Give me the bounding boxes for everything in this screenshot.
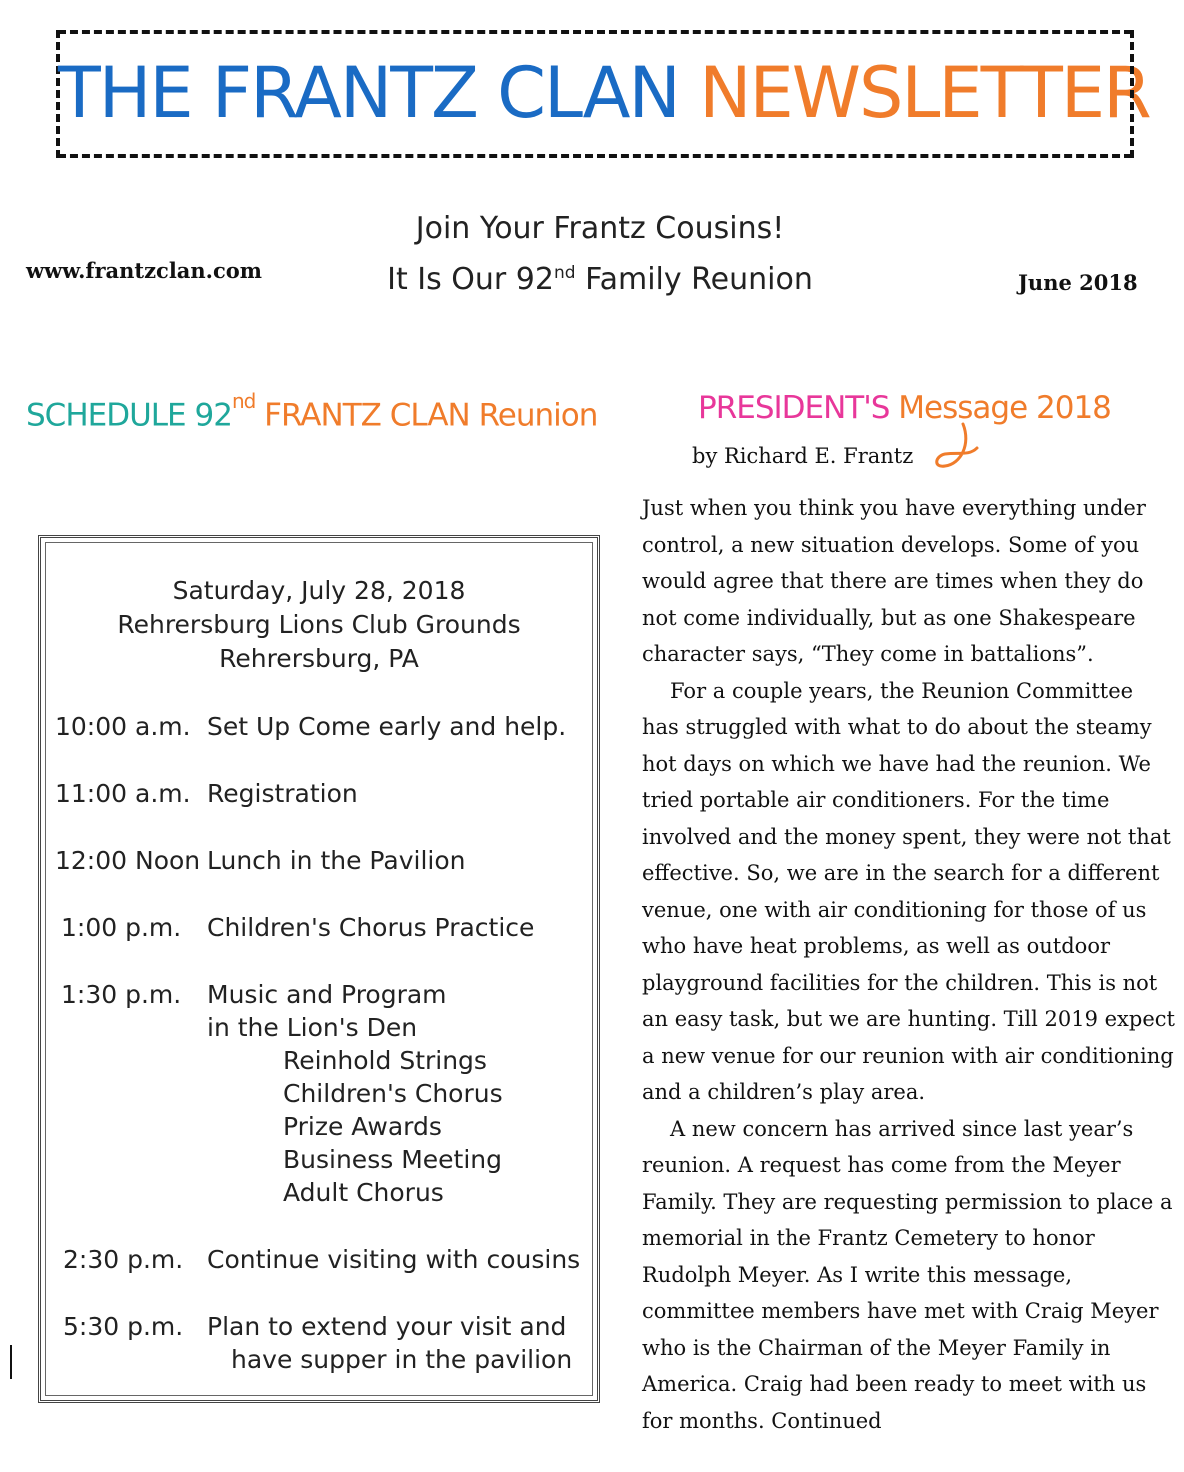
margin-line [10,1345,12,1379]
president-heading: PRESIDENT'S Message 2018 [698,390,1111,426]
program-item: Adult Chorus [283,1178,444,1207]
schedule-activity: Plan to extend your visit and [207,1312,567,1341]
title-part-1: THE FRANTZ CLAN [58,52,679,134]
website-url: www.frantzclan.com [26,258,262,283]
schedule-time: 1:30 p.m. [61,980,182,1009]
schedule-activity-block [207,1310,572,1376]
event-date: Saturday, July 28, 2018 [172,576,466,605]
program-item: Reinhold Strings [283,1046,487,1075]
schedule-box [38,535,600,1403]
schedule-activity-block [207,978,503,1209]
schedule-activity-cont: in the Lion's Den [207,1013,418,1042]
schedule-activity: Lunch in the Pavilion [207,846,466,875]
program-item: Prize Awards [283,1112,442,1141]
issue-date: June 2018 [1018,270,1138,295]
message-paragraph: Just when you think you have everything under control, a new situation develops. Some of you would agree that there are times when they do not come individually, but as one Shakespeare character says, “They come in battalions”. [642,496,1146,666]
program-item: Business Meeting [283,1145,502,1174]
schedule-time: 10:00 a.m. [55,712,191,741]
schedule-header [41,574,597,676]
byline: by Richard E. Frantz [692,444,914,468]
invite-line-1: Join Your Frantz Cousins! [415,211,785,246]
event-location: Rehrersburg, PA [219,644,419,673]
event-venue: Rehrersburg Lions Club Grounds [117,610,521,639]
title-part-2: NEWSLETTER [699,52,1150,134]
swirl-decoration [905,420,985,480]
schedule-time: 5:30 p.m. [63,1312,184,1341]
schedule-time: 2:30 p.m. [63,1245,184,1274]
schedule-activity: Set Up Come early and help. [207,712,567,741]
president-message [642,490,1176,1439]
schedule-heading: SCHEDULE 92nd FRANTZ CLAN Reunion [26,389,598,434]
schedule-activity: Music and Program [207,980,447,1009]
invite-line-2: It Is Our 92nd Family Reunion [387,262,813,297]
title-frame [58,30,1150,158]
newsletter-title [58,52,1150,134]
schedule-time: 1:00 p.m. [61,913,182,942]
program-item: Children's Chorus [283,1079,503,1108]
message-paragraph: A new concern has arrived since last year’s reunion. A request has come from the Meyer Family. They are requesting permission to place a memorial in the Frantz Cemetery to honor Rudolph Meyer. As I write this message, committee members have met with Craig Meyer who is the Chairman of the Meyer Family in America. Craig had been ready to meet with us for months. Continued [642,1116,1173,1433]
message-paragraph: For a couple years, the Reunion Committee has struggled with what to do about the steamy hot days on which we have had the reunion. We tried portable air conditioners. For the time involved and the money spent, they were not that effective. So, we are in the search for a different venue, one with air conditioning for those of us who have heat problems, as well as outdoor playground facilities for the children. This is not an easy task, but we are hunting. Till 2019 expect a new venue for our reunion with air conditioning and a children’s play area. [642,678,1175,1104]
schedule-activity: Children's Chorus Practice [207,913,535,942]
schedule-time: 12:00 Noon [55,846,201,875]
schedule-activity: Continue visiting with cousins [207,1245,581,1274]
schedule-activity: Registration [207,779,358,808]
schedule-activity-cont: have supper in the pavilion [231,1345,573,1374]
schedule-time: 11:00 a.m. [55,779,191,808]
